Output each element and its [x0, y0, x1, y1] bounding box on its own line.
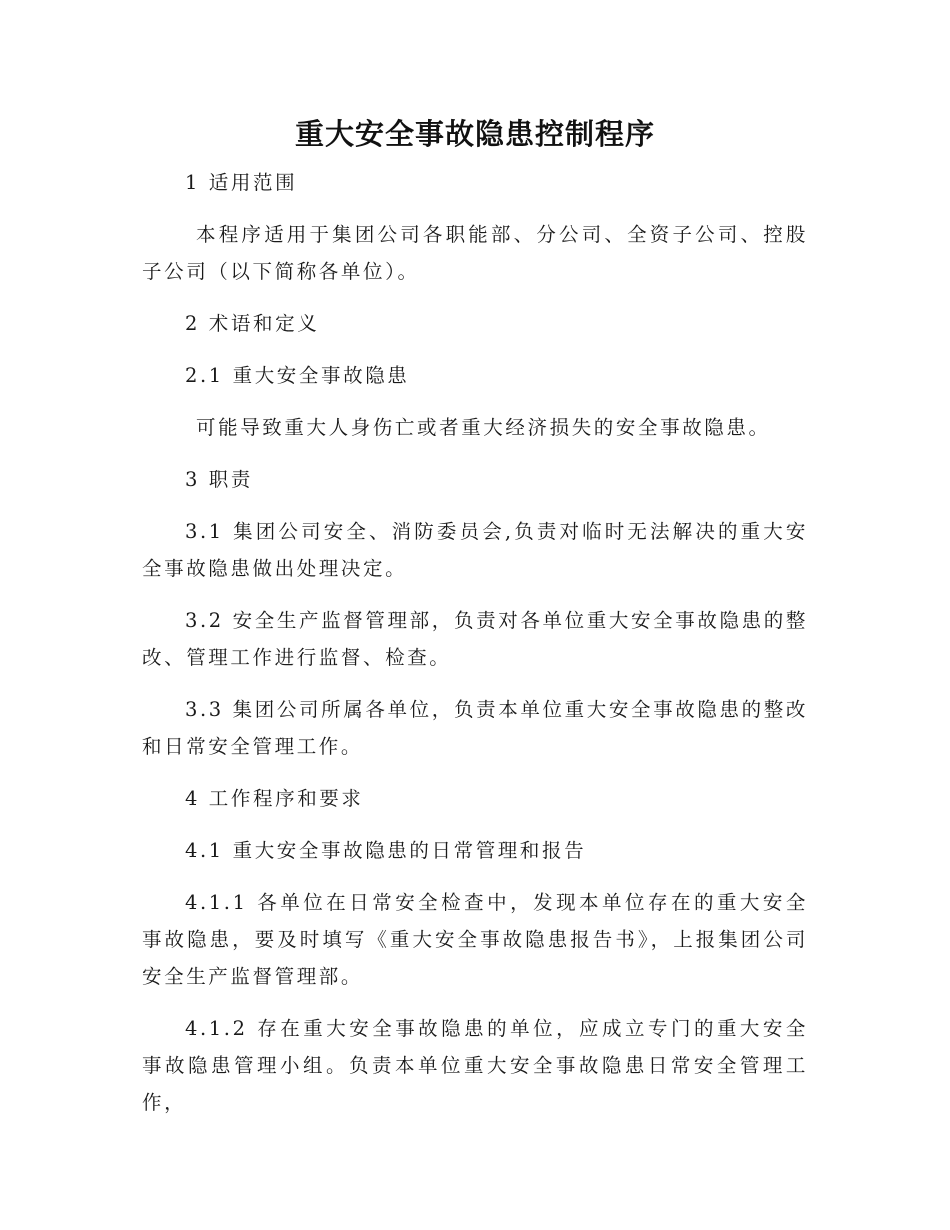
section-heading-procedure: 4 工作程序和要求	[185, 787, 364, 810]
section-heading-duties: 3 职责	[185, 468, 254, 491]
subsection-heading-4-1: 4.1 重大安全事故隐患的日常管理和报告	[185, 839, 587, 862]
paragraph-3-1: 3.1 集团公司安全、消防委员会,负责对临时无法解决的重大安全事故隐患做出处理决定。	[142, 520, 808, 580]
paragraph-4-1-2: 4.1.2 存在重大安全事故隐患的单位，应成立专门的重大安全事故隐患管理小组。负责本单位重大安全事故隐患日常安全管理工作，	[142, 1017, 808, 1114]
document-page	[142, 112, 808, 1121]
paragraph-3-3: 3.3 集团公司所属各单位，负责本单位重大安全事故隐患的整改和日常安全管理工作。	[142, 698, 808, 758]
paragraph-scope-body: 本程序适用于集团公司各职能部、分公司、全资子公司、控股子公司（以下简称各单位）。	[142, 223, 808, 283]
paragraph-definition: 可能导致重大人身伤亡或者重大经济损失的安全事故隐患。	[196, 416, 771, 439]
section-heading-scope: 1 适用范围	[185, 171, 298, 194]
paragraph-3-2: 3.2 安全生产监督管理部，负责对各单位重大安全事故隐患的整改、管理工作进行监督、检查。	[142, 609, 808, 669]
document-title: 重大安全事故隐患控制程序	[294, 117, 655, 151]
section-heading-terms: 2 术语和定义	[185, 312, 320, 335]
paragraph-4-1-1: 4.1.1 各单位在日常安全检查中，发现本单位存在的重大安全事故隐患，要及时填写《重大安全事故隐患报告书》，上报集团公司安全生产监督管理部。	[142, 891, 808, 988]
subsection-heading-2-1: 2.1 重大安全事故隐患	[185, 364, 410, 387]
